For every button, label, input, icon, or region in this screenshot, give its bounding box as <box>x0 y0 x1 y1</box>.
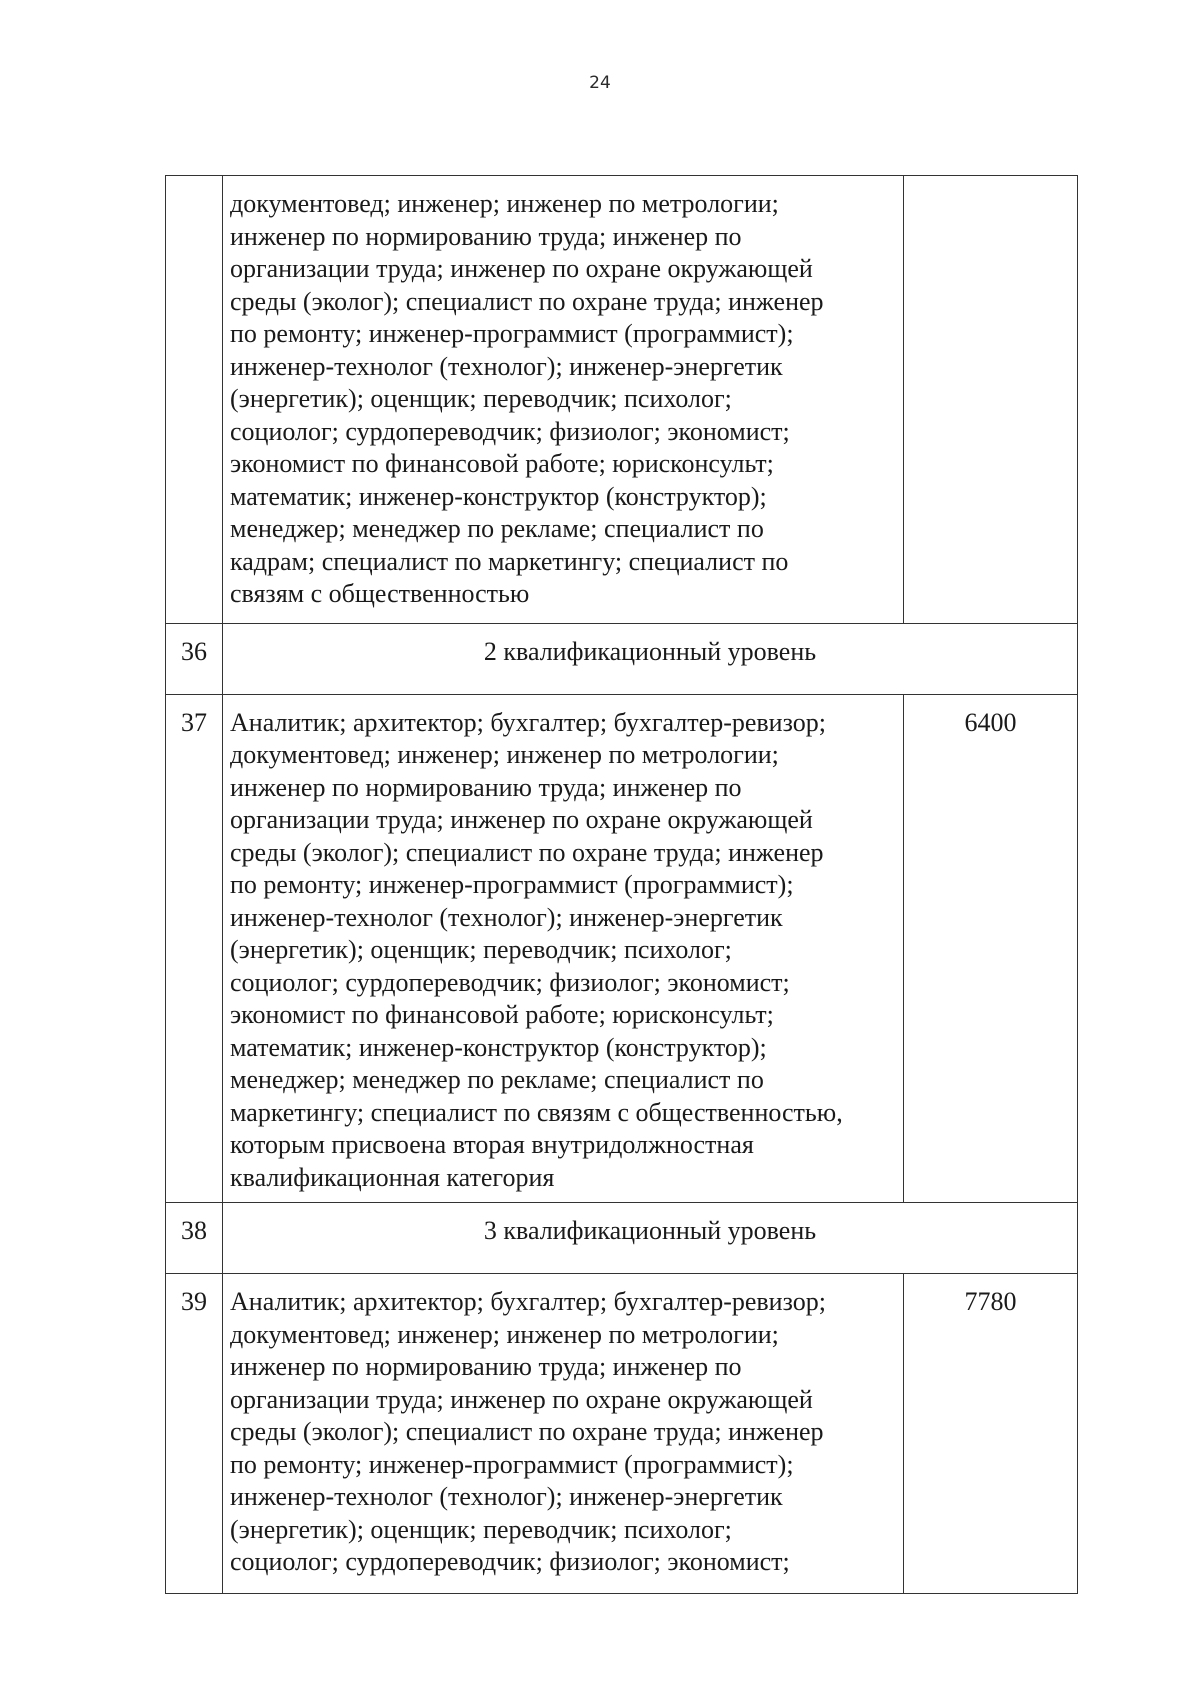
positions-line: среды (эколог); специалист по охране труда; инженер <box>230 837 824 867</box>
table-row <box>166 1274 1078 1594</box>
salary-cell <box>904 176 1078 624</box>
positions-cell <box>223 1274 904 1594</box>
positions-line: менеджер; менеджер по рекламе; специалист по <box>230 1065 764 1094</box>
positions-line: социолог; сурдопереводчик; физиолог; экономист; <box>230 967 790 997</box>
level-header: 2 квалификационный уровень <box>223 623 1078 694</box>
table-row <box>166 176 1078 624</box>
row-number-cell: 38 <box>166 1203 223 1274</box>
positions-line: инженер по нормированию труда; инженер по <box>230 221 742 251</box>
positions-line: менеджер; менеджер по рекламе; специалист по <box>230 514 764 543</box>
positions-line: организации труда; инженер по охране окружающей <box>230 254 813 283</box>
positions-line: экономист по финансовой работе; юрисконсульт; <box>230 1000 774 1029</box>
salary-cell: 7780 <box>904 1274 1078 1594</box>
positions-line: инженер по нормированию труда; инженер по <box>230 1352 742 1381</box>
salary-cell: 6400 <box>904 694 1078 1203</box>
positions-line: документовед; инженер; инженер по метрологии; <box>230 1319 779 1349</box>
level-header-row <box>166 1203 1078 1274</box>
positions-line: социолог; сурдопереводчик; физиолог; экономист; <box>230 1547 790 1576</box>
positions-line: Аналитик; архитектор; бухгалтер; бухгалтер-ревизор; <box>230 1287 826 1316</box>
positions-line: по ремонту; инженер-программист (программист); <box>230 319 794 348</box>
positions-cell <box>223 694 904 1203</box>
positions-line: кадрам; специалист по маркетингу; специалист по <box>230 546 789 576</box>
positions-line: инженер-технолог (технолог); инженер-энергетик <box>230 902 783 932</box>
row-number-cell <box>166 176 223 624</box>
positions-line: инженер по нормированию труда; инженер по <box>230 772 742 802</box>
positions-line: Аналитик; архитектор; бухгалтер; бухгалтер-ревизор; <box>230 707 826 737</box>
level-header: 3 квалификационный уровень <box>223 1203 1078 1274</box>
positions-line: (энергетик); оценщик; переводчик; психолог; <box>230 1514 732 1544</box>
row-number-cell: 39 <box>166 1274 223 1594</box>
positions-line: связям с общественностью <box>230 579 530 608</box>
positions-line: по ремонту; инженер-программист (программист); <box>230 870 794 899</box>
table-row <box>166 694 1078 1203</box>
positions-line: среды (эколог); специалист по охране труда; инженер <box>230 1417 824 1446</box>
positions-line: социолог; сурдопереводчик; физиолог; экономист; <box>230 416 790 446</box>
positions-line: организации труда; инженер по охране окружающей <box>230 805 813 834</box>
positions-line: инженер-технолог (технолог); инженер-энергетик <box>230 351 783 381</box>
positions-line: квалификационная категория <box>230 1162 555 1192</box>
positions-line: (энергетик); оценщик; переводчик; психолог; <box>230 384 732 413</box>
positions-cell <box>223 176 904 624</box>
positions-line: математик; инженер-конструктор (конструктор); <box>230 1032 767 1062</box>
positions-line: экономист по финансовой работе; юрисконсульт; <box>230 449 774 478</box>
positions-line: документовед; инженер; инженер по метрологии; <box>230 740 779 769</box>
positions-line: среды (эколог); специалист по охране труда; инженер <box>230 286 824 316</box>
level-header-row <box>166 623 1078 694</box>
positions-line: организации труда; инженер по охране окружающей <box>230 1384 813 1414</box>
qualification-table <box>165 175 1078 1594</box>
row-number-cell: 36 <box>166 623 223 694</box>
positions-line: документовед; инженер; инженер по метрологии; <box>230 189 779 218</box>
positions-line: (энергетик); оценщик; переводчик; психолог; <box>230 935 732 964</box>
page-number: 24 <box>589 73 611 93</box>
row-number-cell: 37 <box>166 694 223 1203</box>
positions-line: инженер-технолог (технолог); инженер-энергетик <box>230 1482 783 1511</box>
positions-line: математик; инженер-конструктор (конструктор); <box>230 481 767 511</box>
positions-line: которым присвоена вторая внутридолжностная <box>230 1130 754 1159</box>
positions-line: по ремонту; инженер-программист (программист); <box>230 1449 794 1479</box>
positions-line: маркетингу; специалист по связям с общественностью, <box>230 1097 843 1127</box>
